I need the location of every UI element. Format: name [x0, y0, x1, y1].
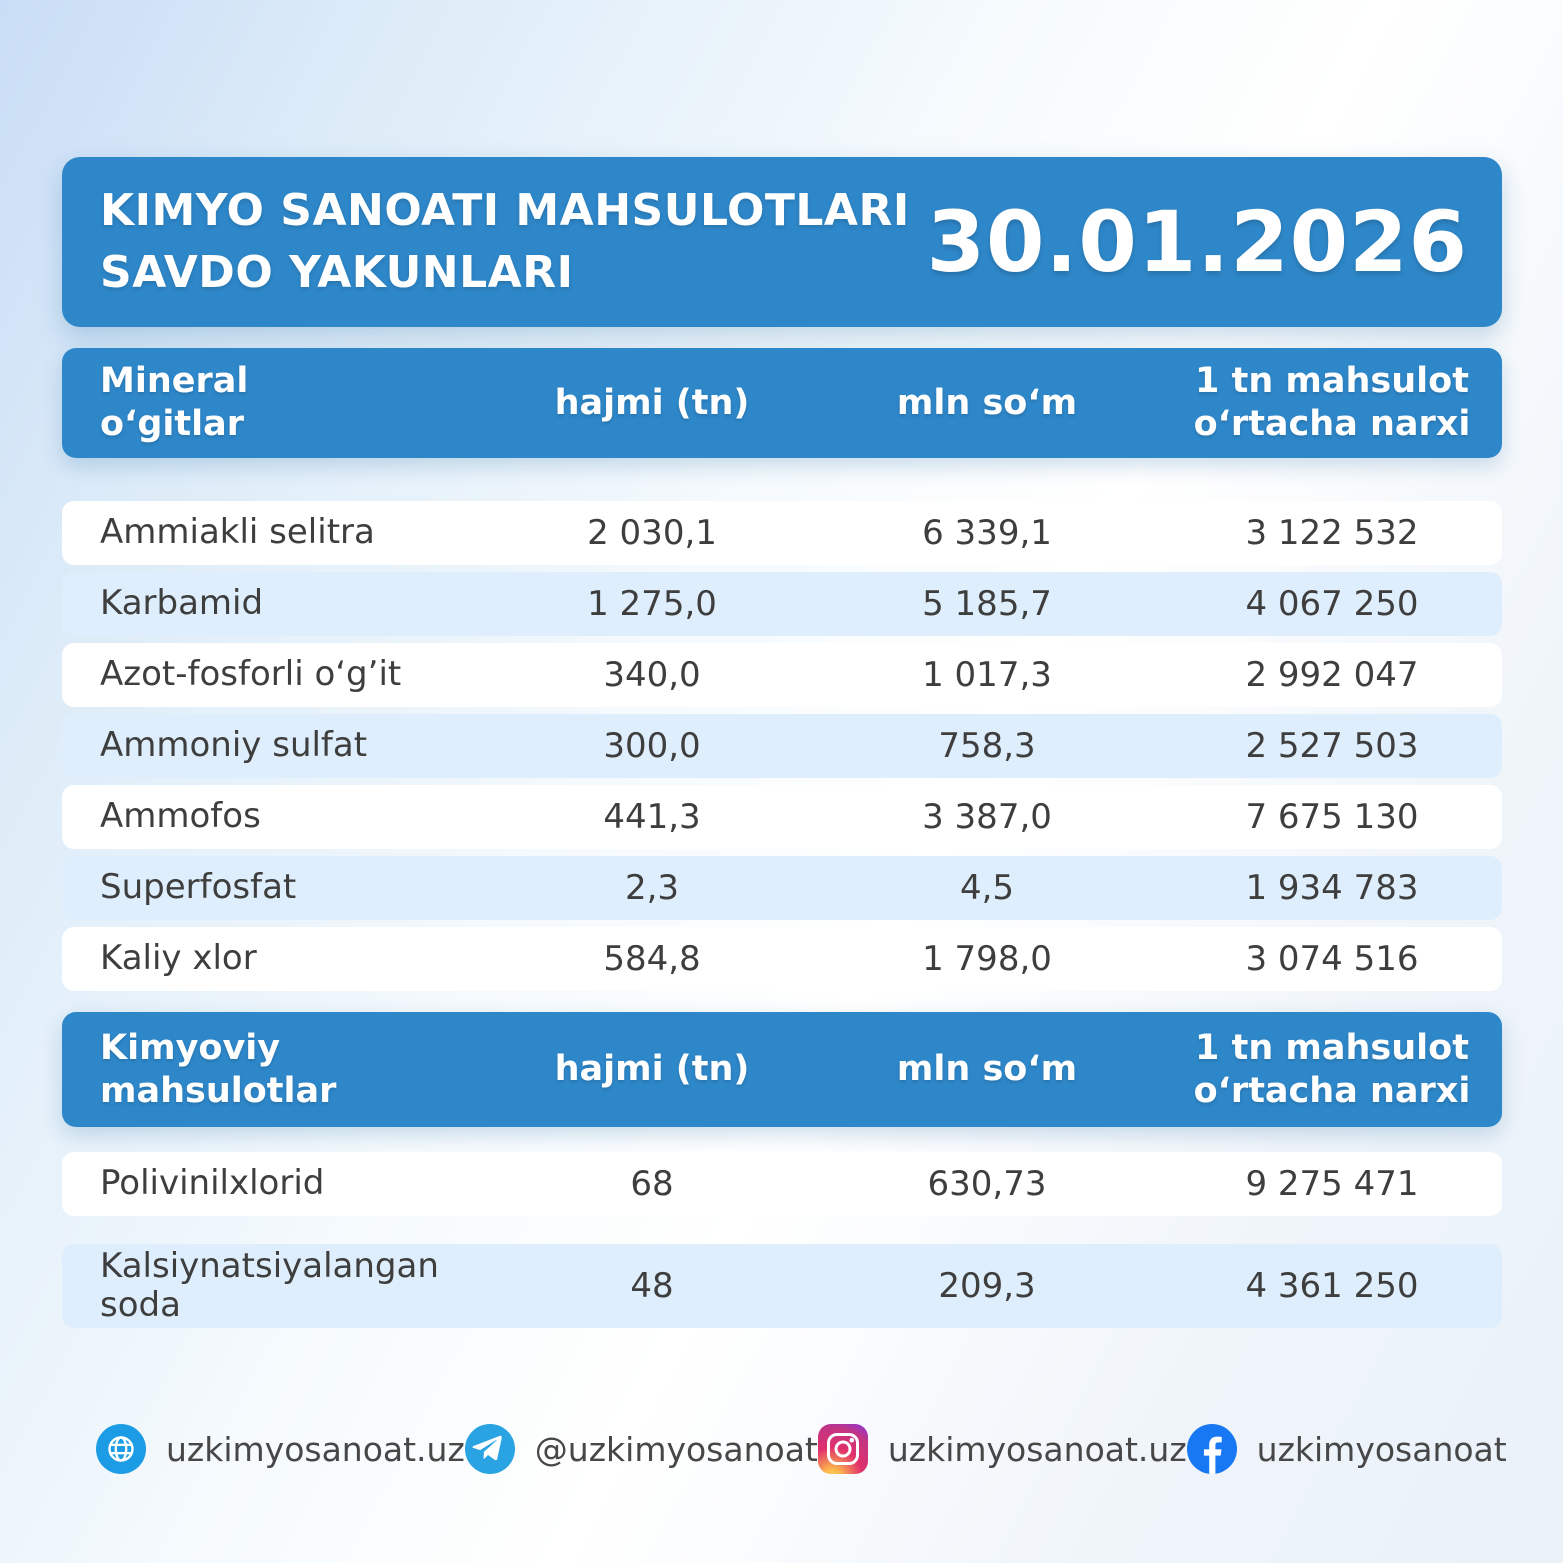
table-row	[62, 714, 1502, 778]
footer-social-bar	[62, 1424, 1507, 1474]
product-name-cell: Ammoniy sulfat	[100, 725, 368, 766]
column-header-products: Mineral oʻgitlar	[100, 361, 249, 444]
column-header-volume: hajmi (tn)	[554, 1049, 750, 1090]
volume-cell: 48	[630, 1266, 674, 1306]
volume-cell: 441,3	[603, 797, 701, 837]
volume-cell: 1 275,0	[587, 584, 717, 624]
product-name-cell: Polivinilxlorid	[100, 1163, 325, 1204]
price-cell: 7 675 130	[1245, 797, 1419, 837]
price-cell: 4 067 250	[1245, 584, 1419, 624]
table-row	[62, 927, 1502, 991]
table-row	[62, 1152, 1502, 1216]
price-cell: 9 275 471	[1245, 1164, 1419, 1204]
date-badge: 30.01.2026	[926, 193, 1468, 291]
page-title	[100, 180, 910, 305]
price-cell: 2 527 503	[1245, 726, 1419, 766]
volume-cell: 584,8	[603, 939, 701, 979]
amount-cell: 1 017,3	[922, 655, 1052, 695]
facebook-icon	[1187, 1424, 1237, 1474]
telegram-label: @uzkimyosanoat	[534, 1429, 818, 1469]
volume-cell: 68	[630, 1164, 674, 1204]
facebook-label: uzkimyosanoat	[1256, 1429, 1507, 1469]
table-row	[62, 572, 1502, 636]
telegram-link[interactable]	[465, 1424, 818, 1474]
product-name-cell: Kaliy xlor	[100, 938, 257, 979]
price-cell: 3 074 516	[1245, 939, 1419, 979]
mineral-table-header	[62, 348, 1502, 458]
instagram-label: uzkimyosanoat.uz	[887, 1429, 1187, 1469]
volume-cell: 300,0	[603, 726, 701, 766]
amount-cell: 1 798,0	[922, 939, 1052, 979]
facebook-link[interactable]	[1187, 1424, 1507, 1474]
amount-cell: 5 185,7	[922, 584, 1052, 624]
amount-cell: 3 387,0	[922, 797, 1052, 837]
column-header-products: Kimyoviy mahsulotlar	[100, 1027, 337, 1111]
product-name-cell: Superfosfat	[100, 867, 297, 908]
table-row	[62, 643, 1502, 707]
product-name-cell: Azot-fosforli oʻg’it	[100, 654, 402, 695]
product-name-cell: Kalsiynatsiyalangan soda	[100, 1245, 439, 1325]
instagram-link[interactable]	[818, 1424, 1187, 1474]
mineral-table	[62, 348, 1502, 991]
amount-cell: 758,3	[938, 726, 1036, 766]
amount-cell: 6 339,1	[922, 513, 1052, 553]
chemical-table-header	[62, 1012, 1502, 1127]
website-link[interactable]	[96, 1424, 465, 1474]
price-cell: 3 122 532	[1245, 513, 1419, 553]
amount-cell: 630,73	[927, 1164, 1047, 1204]
column-header-amount: mln soʻm	[896, 1049, 1078, 1090]
product-name-cell: Karbamid	[100, 583, 264, 624]
volume-cell: 2,3	[624, 868, 680, 908]
globe-icon	[96, 1424, 146, 1474]
table-row	[62, 785, 1502, 849]
amount-cell: 209,3	[938, 1266, 1036, 1306]
column-header-volume: hajmi (tn)	[554, 382, 750, 423]
chemical-table	[62, 1012, 1502, 1328]
title-card	[62, 157, 1502, 327]
table-row	[62, 1244, 1502, 1328]
telegram-icon	[465, 1424, 515, 1474]
instagram-icon	[818, 1424, 868, 1474]
table-row	[62, 856, 1502, 920]
volume-cell: 340,0	[603, 655, 701, 695]
price-cell: 1 934 783	[1245, 868, 1419, 908]
page-title-line1: KIMYO SANOATI MAHSULOTLARI	[100, 184, 910, 236]
table-row	[62, 501, 1502, 565]
page-title-line2: SAVDO YAKUNLARI	[100, 247, 574, 298]
column-header-amount: mln soʻm	[896, 382, 1078, 423]
website-label: uzkimyosanoat.uz	[166, 1429, 465, 1469]
column-header-price: 1 tn mahsulot oʻrtacha narxi	[1193, 361, 1471, 444]
product-name-cell: Ammofos	[100, 796, 261, 837]
amount-cell: 4,5	[959, 868, 1015, 908]
price-cell: 2 992 047	[1245, 655, 1419, 695]
price-cell: 4 361 250	[1245, 1266, 1419, 1306]
column-header-price: 1 tn mahsulot oʻrtacha narxi	[1193, 1027, 1471, 1111]
product-name-cell: Ammiakli selitra	[100, 512, 375, 553]
volume-cell: 2 030,1	[587, 513, 717, 553]
